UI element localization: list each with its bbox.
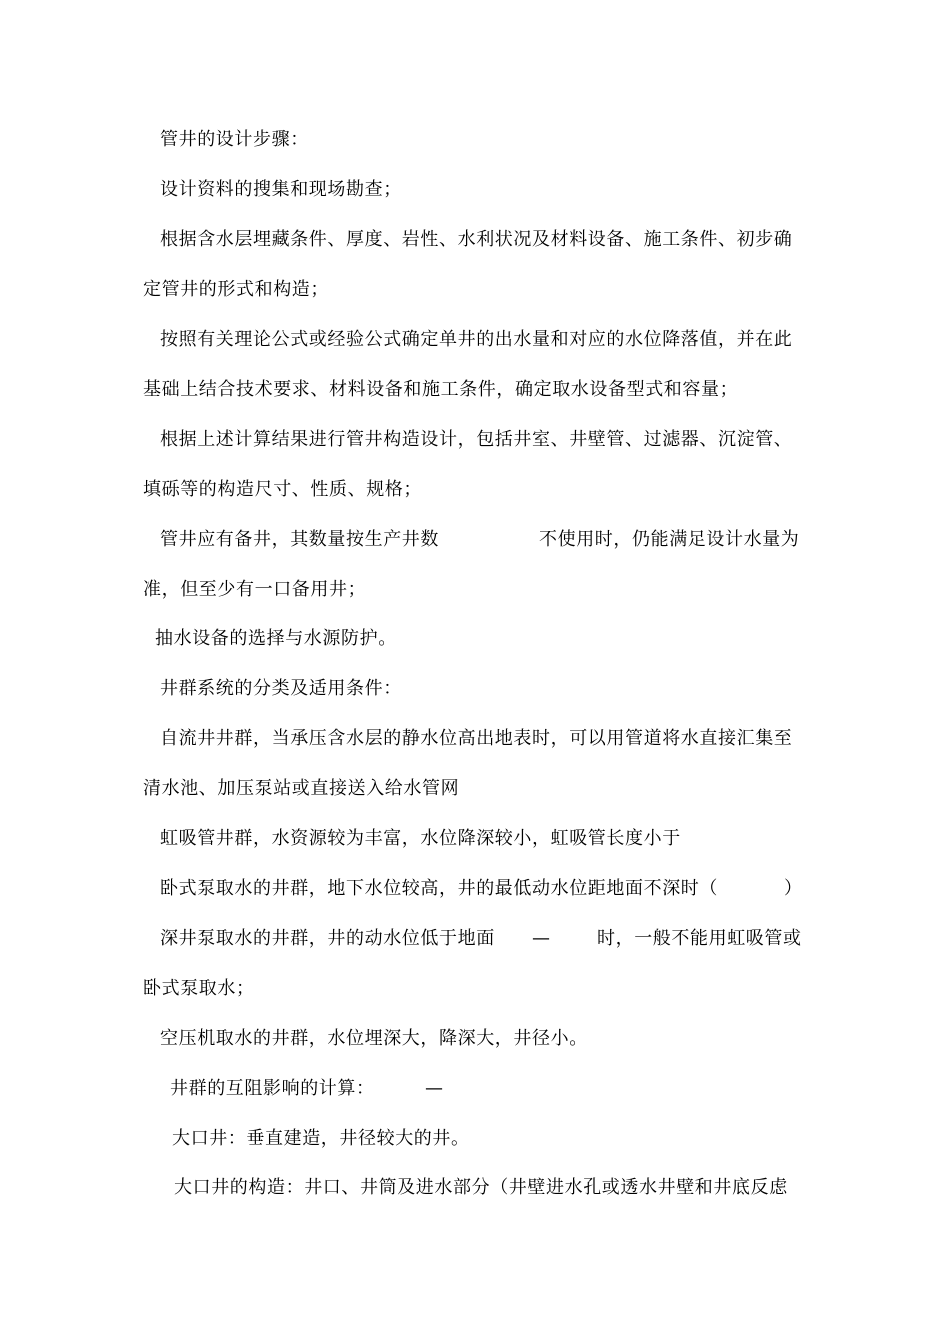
text-line: 设计资料的搜集和现场勘查； — [160, 179, 402, 200]
text-line: 时，一般不能用虹吸管或 — [597, 928, 802, 949]
text-line: 根据上述计算结果进行管井构造设计，包括井室、井壁管、过滤器、沉淀管、 — [160, 429, 793, 450]
text-line: 按照有关理论公式或经验公式确定单井的出水量和对应的水位降落值，并在此 — [160, 329, 793, 350]
text-line: — — [425, 1078, 444, 1099]
text-line: 深井泵取水的井群，井的动水位低于地面 — [160, 928, 495, 949]
text-line: 定管井的形式和构造； — [143, 279, 329, 300]
text-line: 清水池、加压泵站或直接送入给水管网 — [143, 778, 460, 799]
text-line: 不使用时，仍能满足设计水量为 — [539, 529, 800, 550]
text-line: 虹吸管井群，水资源较为丰富，水位降深较小，虹吸管长度小于 — [160, 828, 681, 849]
text-line: 根据含水层埋藏条件、厚度、岩性、水利状况及材料设备、施工条件、初步确 — [160, 229, 793, 250]
text-line: ） — [784, 878, 803, 899]
text-line: 空压机取水的井群，水位埋深大，降深大，井径小。 — [160, 1028, 588, 1049]
text-line: 卧式泵取水的井群，地下水位较高，井的最低动水位距地面不深时（ — [160, 878, 718, 899]
text-line: — — [532, 928, 551, 949]
text-line: 管井应有备井，其数量按生产井数 — [160, 529, 439, 550]
text-line: 基础上结合技术要求、材料设备和施工条件，确定取水设备型式和容量； — [143, 379, 739, 400]
text-line: 大口井：垂直建造，井径较大的井。 — [172, 1128, 470, 1149]
text-line: 准，但至少有一口备用井； — [143, 579, 367, 600]
text-line: 大口井的构造：井口、井筒及进水部分（井壁进水孔或透水井壁和井底反虑 — [174, 1177, 788, 1198]
text-line: 卧式泵取水； — [143, 978, 255, 999]
text-line: 抽水设备的选择与水源防护。 — [155, 628, 397, 649]
text-line: 自流井井群，当承压含水层的静水位高出地表时，可以用管道将水直接汇集至 — [160, 728, 793, 749]
text-line: 井群系统的分类及适用条件： — [160, 678, 402, 699]
text-line: 井群的互阻影响的计算： — [170, 1078, 375, 1099]
text-line: 管井的设计步骤： — [160, 129, 309, 150]
text-line: 填砾等的构造尺寸、性质、规格； — [143, 479, 422, 500]
